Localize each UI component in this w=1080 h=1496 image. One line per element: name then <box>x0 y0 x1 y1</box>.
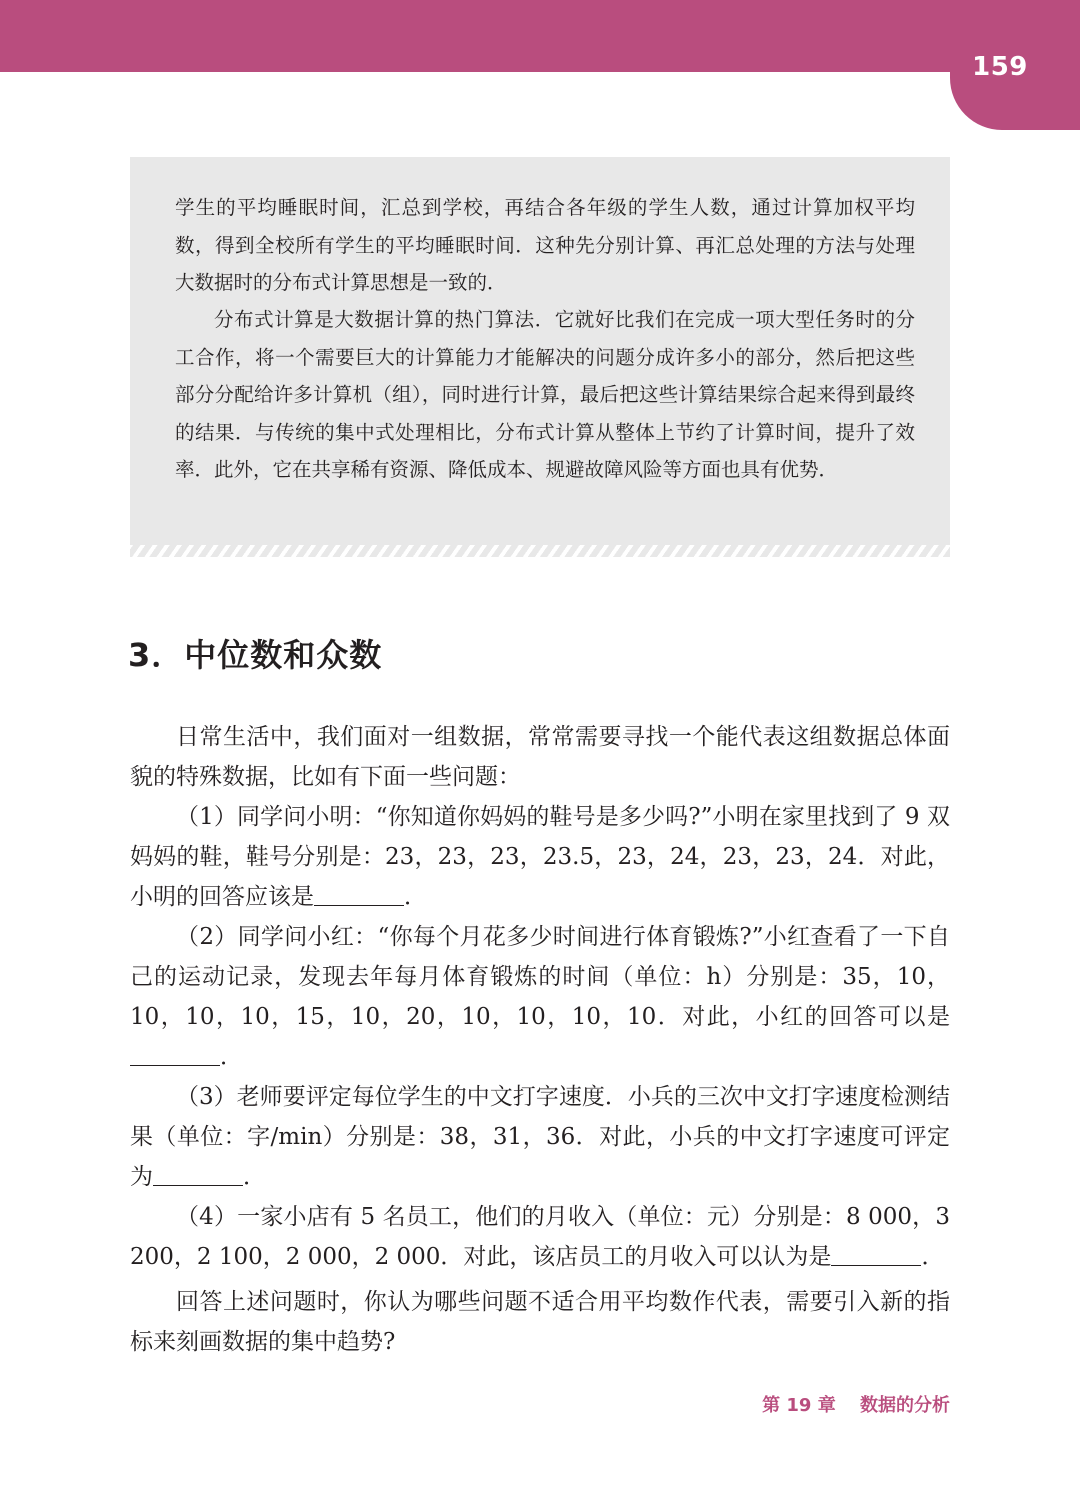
problem-list <box>130 797 950 1277</box>
page-number: 159 <box>972 52 1028 82</box>
problem-text: （4）一家小店有 5 名员工，他们的月收入（单位：元）分别是：8 000，3 200，2 100，2 000，2 000．对此，该店员工的月收入可以认为是 <box>130 1204 950 1270</box>
problem-item: （1）同学问小明：“你知道你妈妈的鞋号是多少吗?”小明在家里找到了 9 双妈妈的鞋，鞋号分别是：23，23，23，23.5，23，24，23，23，24．对此，小明的回答应该是 ． <box>130 804 950 910</box>
answer-blank[interactable] <box>130 1041 220 1066</box>
problem-item: （2）同学问小红：“你每个月花多少时间进行体育锻炼?”小红查看了一下自己的运动记录，发现去年每月体育锻炼的时间（单位：h）分别是：35，10，10，10，10，15，10，20，10，10，10，10．对此，小红的回答可以是． <box>130 924 950 1070</box>
reading-paragraph: 分布式计算是大数据计算的热门算法．它就好比我们在完成一项大型任务时的分工合作，将一个需要巨大的计算能力才能解决的问题分成许多小的部分，然后把这些部分分配给许多计算机（组），同时进行计算，最后把这些计算结果综合起来得到最终的结果．与传统的集中式处理相比，分布式计算从整体上节约了计算时间，提升了效率．此外，它在共享稀有资源、降低成本、规避故障风险等方面也具有优势． <box>175 308 915 481</box>
section-title: 3．中位数和众数 <box>128 636 383 674</box>
problem-text: （2）同学问小红：“你每个月花多少时间进行体育锻炼?”小红查看了一下自己的运动记录，发现去年每月体育锻炼的时间（单位：h）分别是：35，10，10，10，10，15，10，20，10，10，10，10．对此，小红的回答可以是 <box>130 924 950 1030</box>
chapter-footer: 第 19 章 数据的分析 <box>762 1395 950 1416</box>
header-band <box>0 0 1080 72</box>
answer-blank[interactable] <box>314 881 404 906</box>
striped-divider <box>130 545 950 557</box>
problem-item: （3）老师要评定每位学生的中文打字速度．小兵的三次中文打字速度检测结果（单位：字/min）分别是：38，31，36．对此，小兵的中文打字速度可评定为 ． <box>130 1084 950 1190</box>
problem-text: （1）同学问小明：“你知道你妈妈的鞋号是多少吗?”小明在家里找到了 9 双妈妈的鞋，鞋号分别是：23，23，23，23.5，23，24，23，23，24．对此，小明的回答应该是 <box>130 804 950 910</box>
reading-box <box>130 157 950 557</box>
discussion-question: 回答上述问题时，你认为哪些问题不适合用平均数作代表，需要引入新的指标来刻画数据的集中趋势? <box>130 1289 950 1355</box>
problem-text: （3）老师要评定每位学生的中文打字速度．小兵的三次中文打字速度检测结果（单位：字/min）分别是：38，31，36．对此，小兵的中文打字速度可评定为 <box>130 1084 950 1190</box>
reading-paragraph: 学生的平均睡眠时间，汇总到学校，再结合各年级的学生人数，通过计算加权平均数，得到全校所有学生的平均睡眠时间．这种先分别计算、再汇总处理的方法与处理大数据时的分布式计算思想是一致的． <box>175 196 915 294</box>
answer-blank[interactable] <box>831 1241 921 1266</box>
answer-blank[interactable] <box>153 1161 243 1186</box>
section-intro: 日常生活中，我们面对一组数据，常常需要寻找一个能代表这组数据总体面貌的特殊数据，比如有下面一些问题： <box>130 724 950 790</box>
problem-item: （4）一家小店有 5 名员工，他们的月收入（单位：元）分别是：8 000，3 200，2 100，2 000，2 000．对此，该店员工的月收入可以认为是 ． <box>130 1204 950 1270</box>
